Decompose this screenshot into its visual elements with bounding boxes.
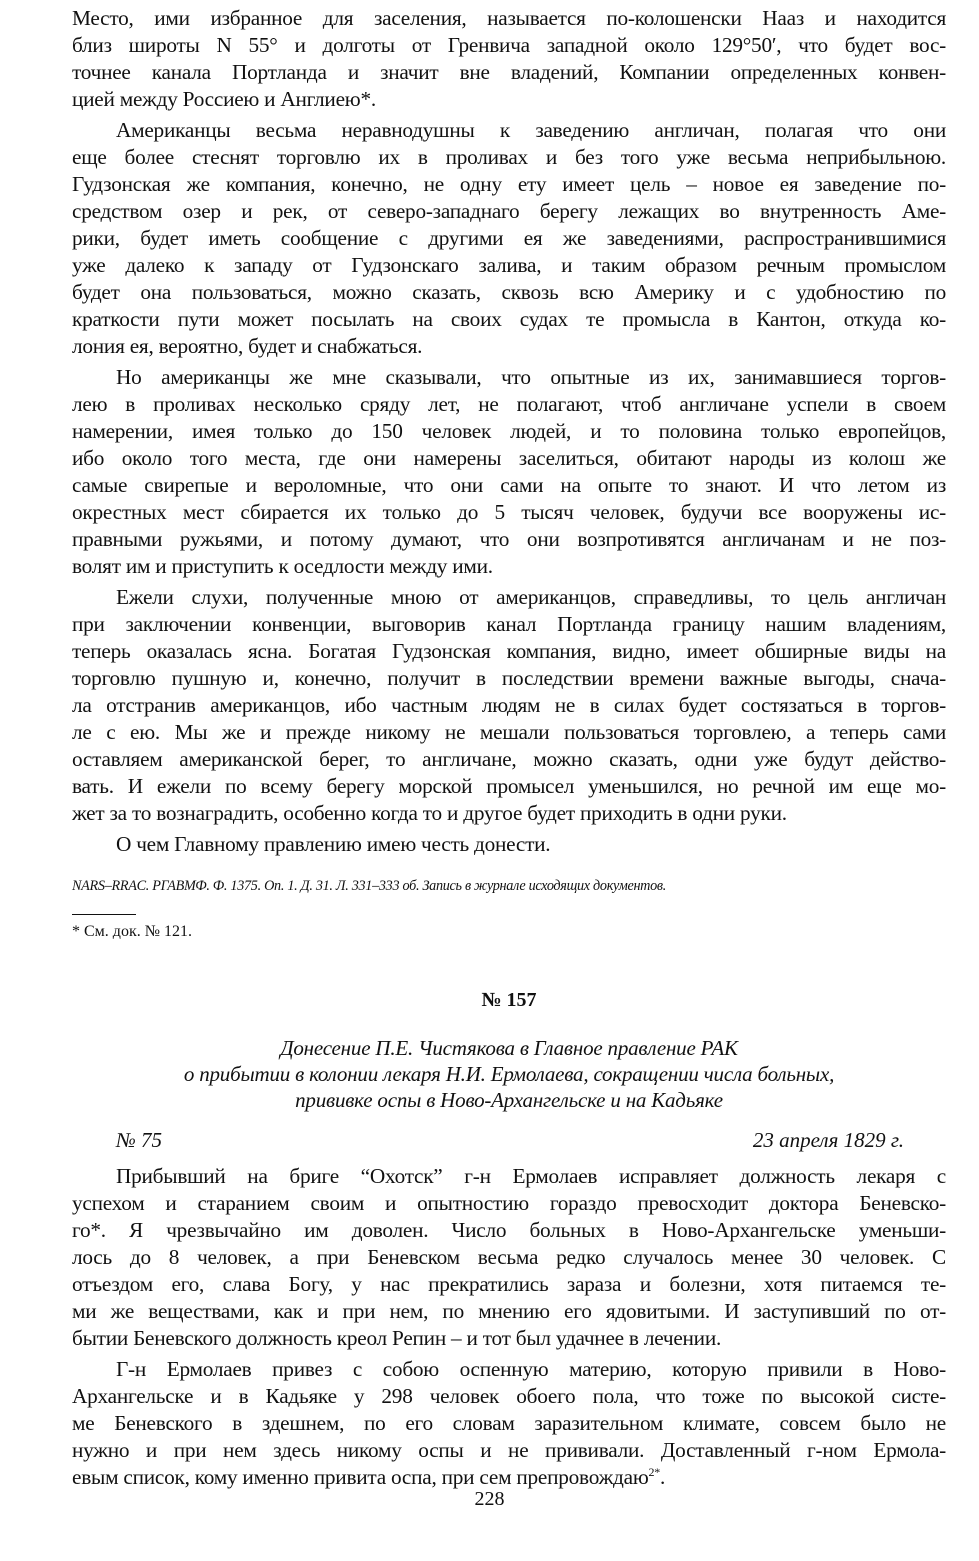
text-line (72, 225, 946, 252)
text-line-content: окрестных мест сбирается их только до 5 тысяч человек, будучи все вооружены ис- (72, 500, 946, 524)
document-meta-row (72, 1127, 946, 1153)
text-line (72, 746, 946, 773)
text-line-content: ми же веществами, как и при нем, по мнению его ядовитыми. И заступивший по от- (72, 1299, 946, 1323)
text-line-content: Архангельске и в Кадьяке у 298 человек обоего пола, что тоже по высокой систе- (72, 1384, 946, 1408)
document-date: 23 апреля 1829 г. (752, 1128, 904, 1152)
text-line (72, 719, 946, 746)
footnote-separator (72, 914, 136, 915)
outgoing-number: № 75 (116, 1128, 163, 1152)
page-number: 228 (474, 1488, 505, 1510)
text-line-content: Американцы весьма неравнодушны к заведению англичан, полагая что они (116, 118, 946, 142)
text-line (72, 171, 946, 198)
text-line (72, 1410, 946, 1437)
text-line-content: лею в проливах несколько сряду лет, не полагают, чтоб англичане успели в своем (72, 392, 946, 416)
text-line-content: ибо около того места, где они намерены заселиться, обитают народы из колош же (72, 446, 946, 470)
text-line-content: уже далеко к западу от Гудзонскаго залива, и таким образом речным промыслом (72, 253, 946, 277)
text-line-content: Г-н Ермолаев привез с собою оспенную материю, которую привили в Ново- (116, 1357, 946, 1381)
text-line (72, 391, 946, 418)
text-line (72, 306, 946, 333)
text-line-content: бытии Беневского должность креол Репин – и тот был удачнее в лечении. (72, 1326, 722, 1350)
document-title (72, 1035, 946, 1113)
text-line (72, 553, 946, 580)
text-line-content: волят им и приступить к оседлости между ими. (72, 554, 493, 578)
sentence-end: . (660, 1465, 666, 1489)
text-line-content: цией между Россиею и Англиею*. (72, 87, 376, 111)
text-line (72, 692, 946, 719)
text-line-content: близ широты N 55° и долготы от Гренвича западной около 129°50′, что будет вос- (72, 33, 946, 57)
text-line-content: го*. Я чрезвычайно им доволен. Число больных в Ново-Архангельске уменьши- (72, 1218, 946, 1242)
text-line (72, 198, 946, 225)
text-line-content: успехом и старанием своим и опытностию гораздо превосходит доктора Беневско- (72, 1191, 946, 1215)
text-line-content: Ежели слухи, полученные мною от американцов, справедливы, то цель англичан (116, 585, 946, 609)
document-title-line: прививке оспы в Ново-Архангельске и на Кадьяке (295, 1088, 723, 1112)
text-line-content: Но американцы же мне сказывали, что опытные из их, занимавшиеся торгов- (116, 365, 946, 389)
text-line (72, 144, 946, 171)
text-line (72, 1383, 946, 1410)
text-line (72, 364, 946, 391)
text-line (72, 252, 946, 279)
text-line (72, 611, 946, 638)
text-line (72, 86, 946, 113)
paragraph (72, 1356, 946, 1491)
text-line-content: торговлю пушную и, конечно, получит в последствии времени важные выгоды, снача- (72, 666, 946, 690)
text-line (72, 499, 946, 526)
text-line (72, 279, 946, 306)
text-line (72, 800, 946, 827)
text-line-content: Гудзонская же компания, конечно, не одну ету имеет цель – новое ея заведение по- (72, 172, 946, 196)
text-line-content: вать. И ежели по всему берегу морской промысел уменьшился, но речной им еще мо- (72, 774, 946, 798)
book-page (72, 5, 946, 1491)
footnote: * См. док. № 121. (72, 923, 192, 940)
text-line (72, 665, 946, 692)
text-line-content: при заключении конвенции, выговорив канал Портланда границу нашим владениям, (72, 612, 946, 636)
text-line-content: точнее канала Портланда и значит вне владений, Компании определенных конвен- (72, 60, 946, 84)
document-body-text (72, 1163, 946, 1491)
text-line (72, 1190, 946, 1217)
text-line (72, 584, 946, 611)
text-line-content: рики, будет иметь сообщение с другими ея же заведениями, распространившимися (72, 226, 946, 250)
text-line (72, 1325, 946, 1352)
text-line (72, 773, 946, 800)
text-line-content: краткости пути может посылать на своих судах те промысла в Кантон, откуда ко- (72, 307, 946, 331)
paragraph (72, 5, 946, 113)
text-line-content: лось до 8 человек, а при Беневском весьма редко случалось менее 30 человек. С (72, 1245, 946, 1269)
text-line (72, 1271, 946, 1298)
paragraph (72, 117, 946, 360)
text-line-content: евым список, кому именно привита оспа, при сем препровождаю (72, 1465, 649, 1489)
text-line-content: еще более стеснят торговлю их в проливах и без того уже весьма неприбыльною. (72, 145, 946, 169)
text-line (72, 1464, 946, 1491)
text-line (72, 1356, 946, 1383)
text-line-content: будет она пользоваться, можно сказать, сквозь всю Америку и с удобностию по (72, 280, 946, 304)
text-line (72, 333, 946, 360)
text-line (72, 526, 946, 553)
text-line-content: Прибывший на бриге “Охотск” г-н Ермолаев исправляет должность лекаря с (116, 1164, 946, 1188)
text-line (72, 5, 946, 32)
text-line-content: самые свирепые и вероломные, что они сами на опыте то знают. И что летом из (72, 473, 946, 497)
text-line (72, 638, 946, 665)
text-line-content: отъездом его, слава Богу, у нас прекратились зараза и болезни, хотя питаемся те- (72, 1272, 946, 1296)
document-title-line: Донесение П.Е. Чистякова в Главное правление РАК (280, 1036, 738, 1060)
text-line-content: нужно и при нем здесь никому оспы и не прививали. Доставленный г-ном Ермола- (72, 1438, 946, 1462)
text-line (72, 1244, 946, 1271)
paragraph (72, 831, 946, 858)
text-line-content: теперь оказалась ясна. Богатая Гудзонская компания, видно, имеет обширные виды на (72, 639, 946, 663)
text-line-content: жет за то вознаградить, особенно когда то и другое будет приходить в одни руки. (72, 801, 787, 825)
previous-document-text (72, 5, 946, 858)
text-line-content: оставляем американской берег, то англичане, можно сказать, одни уже будут действо- (72, 747, 946, 771)
paragraph (72, 584, 946, 827)
paragraph (72, 364, 946, 580)
text-line (72, 831, 946, 858)
text-line (72, 59, 946, 86)
text-line-content: ме Беневского в здешнем, по его словам заразительном климате, совсем было не (72, 1411, 946, 1435)
document-title-line: о прибытии в колонии лекаря Н.И. Ермолаева, сокращении числа больных, (183, 1062, 835, 1086)
text-line (72, 32, 946, 59)
archival-source-reference: NARS–RRAC. РГАВМФ. Ф. 1375. Оп. 1. Д. 31. Л. 331–333 об. Запись в журнале исходящих документов. (72, 878, 667, 894)
text-line-content: правными ружьями, и потому думают, что они возпротивятся англичанам и не поз- (72, 527, 946, 551)
text-line (72, 1217, 946, 1244)
paragraph (72, 1163, 946, 1352)
text-line (72, 1437, 946, 1464)
text-line-content: ле с ею. Мы же и прежде никому не мешали пользоваться торговлею, а теперь сами (72, 720, 946, 744)
text-line (72, 1298, 946, 1325)
text-line-content: средством озер и рек, от северо-западнаго берегу лежащих во внутренность Аме- (72, 199, 946, 223)
document-number: № 157 (481, 989, 537, 1011)
text-line-content: лония ея, вероятно, будет и снабжаться. (72, 334, 423, 358)
text-line-content: ла отстранив американцов, ибо частным людям не в силах будет состязаться в торгов- (72, 693, 946, 717)
text-line (72, 445, 946, 472)
text-line-content: О чем Главному правлению имею честь донести. (116, 832, 551, 856)
text-line (72, 117, 946, 144)
text-line (72, 418, 946, 445)
text-line-content: намерении, имея только до 150 человек людей, и то половина только европейцов, (72, 419, 946, 443)
text-line (72, 1163, 946, 1190)
text-line-content: Место, ими избранное для заселения, называется по-колошенски Нааз и находится (72, 6, 946, 30)
footnote-mark: 2* (648, 1464, 660, 1479)
text-line (72, 472, 946, 499)
